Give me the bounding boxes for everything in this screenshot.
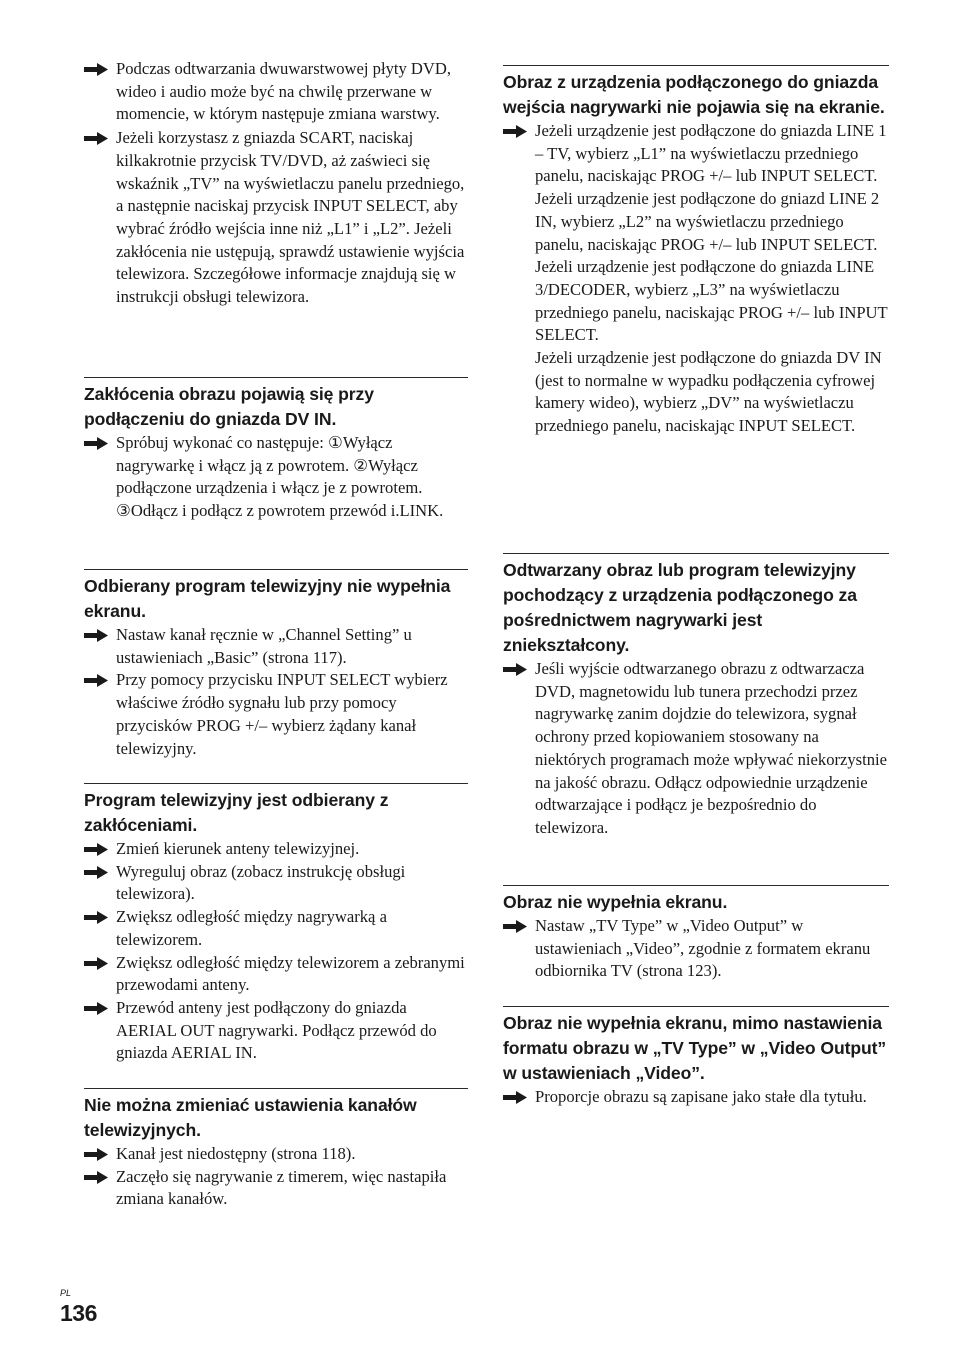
section-heading: Obraz nie wypełnia ekranu.: [503, 892, 728, 912]
right-arrow-icon: [84, 952, 112, 975]
list-item: Zaczęło się nagrywanie z timerem, więc nastapiła zmiana kanałów.: [84, 1166, 468, 1211]
list-item: Jeśli wyjście odtwarzanego obrazu z odtwarzacza DVD, magnetowidu lub tunera przechodzi przez nagrywarkę zanim dojdzie do telewizora, sygnał ochrony przed kopiowaniem stosowany na niektórych programach może wpływać niekorzystnie na jakość obrazu. Odłącz odpowiednie urządzenie odtwarzające i podłącz je bezpośrednio do telewizora.: [503, 658, 889, 840]
list-item: Przewód anteny jest podłączony do gniazda AERIAL OUT nagrywarki. Podłącz przewód do gniazda AERIAL IN.: [84, 997, 468, 1065]
section-heading: Obraz z urządzenia podłączonego do gniazda wejścia nagrywarki nie pojawia się na ekranie.: [503, 72, 885, 117]
list-item-continued: Jeżeli urządzenie jest podłączone do gniazda DV IN (jest to normalne w wypadku podłączenia cyfrowej kamery wideo), wybierz „DV” na wyświetlaczu przedniego panelu, naciskając INPUT SELECT.: [535, 348, 882, 436]
list-item: Zwiększ odległość między telewizorem a zebranymi przewodami anteny.: [84, 952, 468, 997]
section-picture-not-fill: [503, 885, 889, 983]
intro-section: [84, 58, 468, 309]
right-arrow-icon: [84, 127, 112, 150]
list-item: Nastaw „TV Type” w „Video Output” w ustawieniach „Video”, zgodnie z formatem ekranu odbiornika TV (strona 123).: [503, 915, 889, 983]
right-arrow-icon: [503, 915, 531, 938]
right-arrow-icon: [84, 58, 112, 81]
list-item: Przy pomocy przycisku INPUT SELECT wybierz właściwe źródło sygnału lub przy pomocy przycisków PROG +/– wybierz żądany kanał telewizyjny.: [84, 669, 468, 760]
right-arrow-icon: [503, 1086, 531, 1109]
section-heading: Obraz nie wypełnia ekranu, mimo nastawienia formatu obrazu w „TV Type” w „Video Output” w ustawieniach „Video”.: [503, 1013, 887, 1083]
list-item: Zmień kierunek anteny telewizyjnej.: [84, 838, 468, 861]
list-item: Proporcje obrazu są zapisane jako stałe dla tytułu.: [503, 1086, 889, 1109]
right-arrow-icon: [84, 906, 112, 929]
list-item: Jeżeli korzystasz z gniazda SCART, naciskaj kilkakrotnie przycisk TV/DVD, aż zaświeci się wskaźnik „TV” na wyświetlaczu panelu przedniego, a następnie naciskaj przycisk INPUT SELECT, aby wybrać źródło wejścia inne niż „L1” i „L2”. Jeżeli zakłócenia nie ustępują, sprawdź ustawienie wyjścia telewizora. Szczegółowe informacje znajdują się w instrukcji obsługi telewizora.: [84, 127, 468, 309]
section-channel-change: [84, 1088, 468, 1211]
list-item: Podczas odtwarzania dwuwarstwowej płyty DVD, wideo i audio może być na chwilę przerwane w momencie, w którym następuje zmiana warstwy.: [84, 58, 468, 126]
right-arrow-icon: [84, 838, 112, 861]
right-arrow-icon: [503, 120, 531, 143]
right-arrow-icon: [84, 432, 112, 455]
list-item: Kanał jest niedostępny (strona 118).: [84, 1143, 468, 1166]
section-distorted-picture: [503, 553, 889, 840]
section-tv-noise: [84, 783, 468, 1065]
list-item-continued: Jeżeli urządzenie jest podłączone do gniazd LINE 2 IN, wybierz „L2” na wyświetlaczu przedniego panelu, naciskając PROG +/– lub INPUT SELECT.: [535, 189, 880, 254]
right-arrow-icon: [84, 1166, 112, 1189]
section-dv-in-noise: [84, 377, 468, 523]
right-arrow-icon: [84, 861, 112, 884]
section-picture-not-fill-tv-type: [503, 1006, 889, 1109]
section-heading: Program telewizyjny jest odbierany z zakłóceniami.: [84, 790, 389, 835]
section-heading: Odtwarzany obraz lub program telewizyjny pochodzący z urządzenia podłączonego za pośrednictwem nagrywarki jest zniekształcony.: [503, 560, 857, 655]
right-arrow-icon: [84, 669, 112, 692]
list-item: Nastaw kanał ręcznie w „Channel Setting” u ustawieniach „Basic” (strona 117).: [84, 624, 468, 669]
list-item-continued: Jeżeli urządzenie jest podłączone do gniazda LINE 3/DECODER, wybierz „L3” na wyświetlaczu przedniego panelu, naciskając PROG +/– lub INPUT SELECT.: [535, 257, 888, 345]
right-arrow-icon: [84, 1143, 112, 1166]
section-heading: Nie można zmieniać ustawienia kanałów telewizyjnych.: [84, 1095, 417, 1140]
right-arrow-icon: [84, 624, 112, 647]
list-item: Jeżeli urządzenie jest podłączone do gniazda LINE 1 – TV, wybierz „L1” na wyświetlaczu przedniego panelu, naciskając PROG +/– lub INPUT SELECT.: [503, 120, 889, 188]
section-input-no-picture: [503, 65, 889, 438]
right-arrow-icon: [503, 658, 531, 681]
section-heading: Zakłócenia obrazu pojawią się przy podłączeniu do gniazda DV IN.: [84, 384, 374, 429]
section-tv-not-fill: [84, 569, 468, 760]
page-language: PL: [60, 1288, 72, 1298]
list-item: Spróbuj wykonać co następuje: ①Wyłącz nagrywarkę i włącz ją z powrotem. ②Wyłącz podłączone urządzenia i włącz je z powrotem. ③Odłącz i podłącz z powrotem przewód i.LINK.: [84, 432, 468, 523]
list-item: Zwiększ odległość między nagrywarką a telewizorem.: [84, 906, 468, 951]
page-number: 136: [60, 1300, 97, 1326]
section-heading: Odbierany program telewizyjny nie wypełnia ekranu.: [84, 576, 451, 621]
list-item: Wyreguluj obraz (zobacz instrukcję obsługi telewizora).: [84, 861, 468, 906]
right-arrow-icon: [84, 997, 112, 1020]
